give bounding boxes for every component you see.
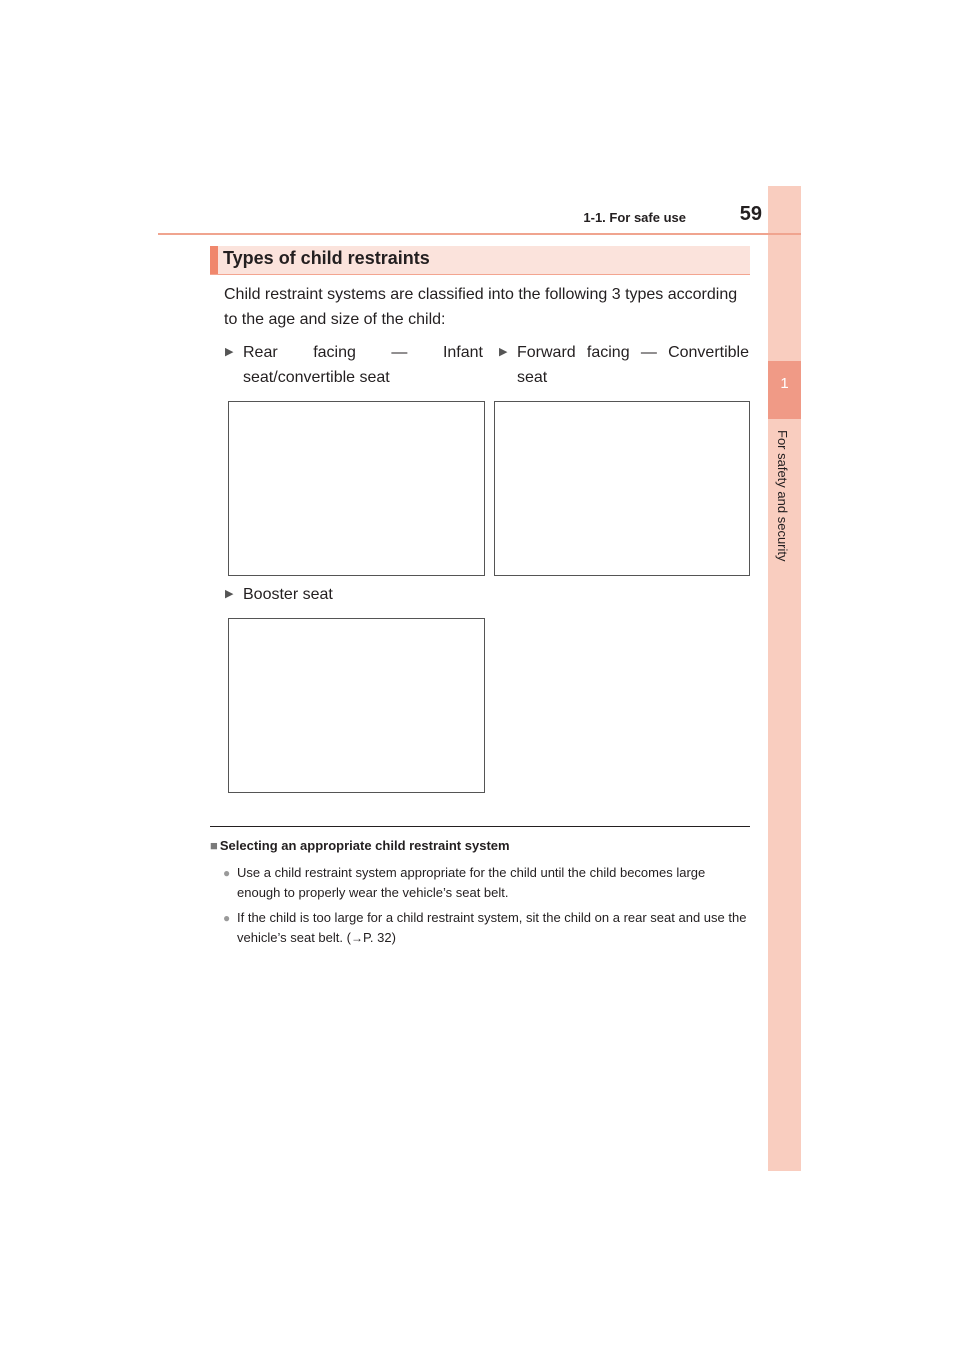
note-text: Use a child restraint system appropriate for the child until the child becomes large enough to properly wear the vehicle’s seat belt. <box>237 865 706 900</box>
triangle-right-icon: ▶ <box>499 346 508 358</box>
chapter-side-tab <box>768 186 801 1171</box>
item-label: Forward facing — Convertible seat <box>517 344 749 386</box>
page-reference-link[interactable]: P. 32 <box>362 930 392 945</box>
item-label: Booster seat <box>243 586 333 603</box>
notes-heading-text: Selecting an appropriate child restraint system <box>219 838 510 853</box>
note-text-after: ) <box>391 930 396 945</box>
section-heading-marker <box>210 246 218 275</box>
section-intro: Child restraint systems are classified into the following 3 types according to the age and size of the child: <box>224 286 738 328</box>
chapter-number: 1 <box>780 375 789 392</box>
section-heading-rule <box>210 274 750 275</box>
header-rule <box>158 233 801 235</box>
rear-facing-seat-image <box>228 401 485 576</box>
notes-rule <box>210 826 750 827</box>
triangle-right-icon: ▶ <box>225 588 234 600</box>
square-bullet-icon: ■ <box>210 838 218 853</box>
circle-bullet-icon: ● <box>223 911 231 925</box>
notes-heading <box>210 838 510 853</box>
page-number: 59 <box>739 203 762 225</box>
circle-bullet-icon: ● <box>223 866 231 880</box>
note-text <box>237 908 750 948</box>
running-head: 1-1. For safe use <box>583 210 686 225</box>
triangle-right-icon: ▶ <box>225 346 234 358</box>
forward-facing-seat-image <box>494 401 750 576</box>
item-label: Rear facing — Infant seat/convertible seat <box>243 344 483 386</box>
arrow-right-icon: → <box>350 931 363 945</box>
note-text-before: If the child is too large for a child restraint system, sit the child on a rear seat and use the vehicle’s seat belt. ( <box>237 910 747 945</box>
section-title: Types of child restraints <box>223 248 430 268</box>
chapter-title: For safety and security <box>775 430 790 562</box>
booster-seat-image <box>228 618 485 793</box>
